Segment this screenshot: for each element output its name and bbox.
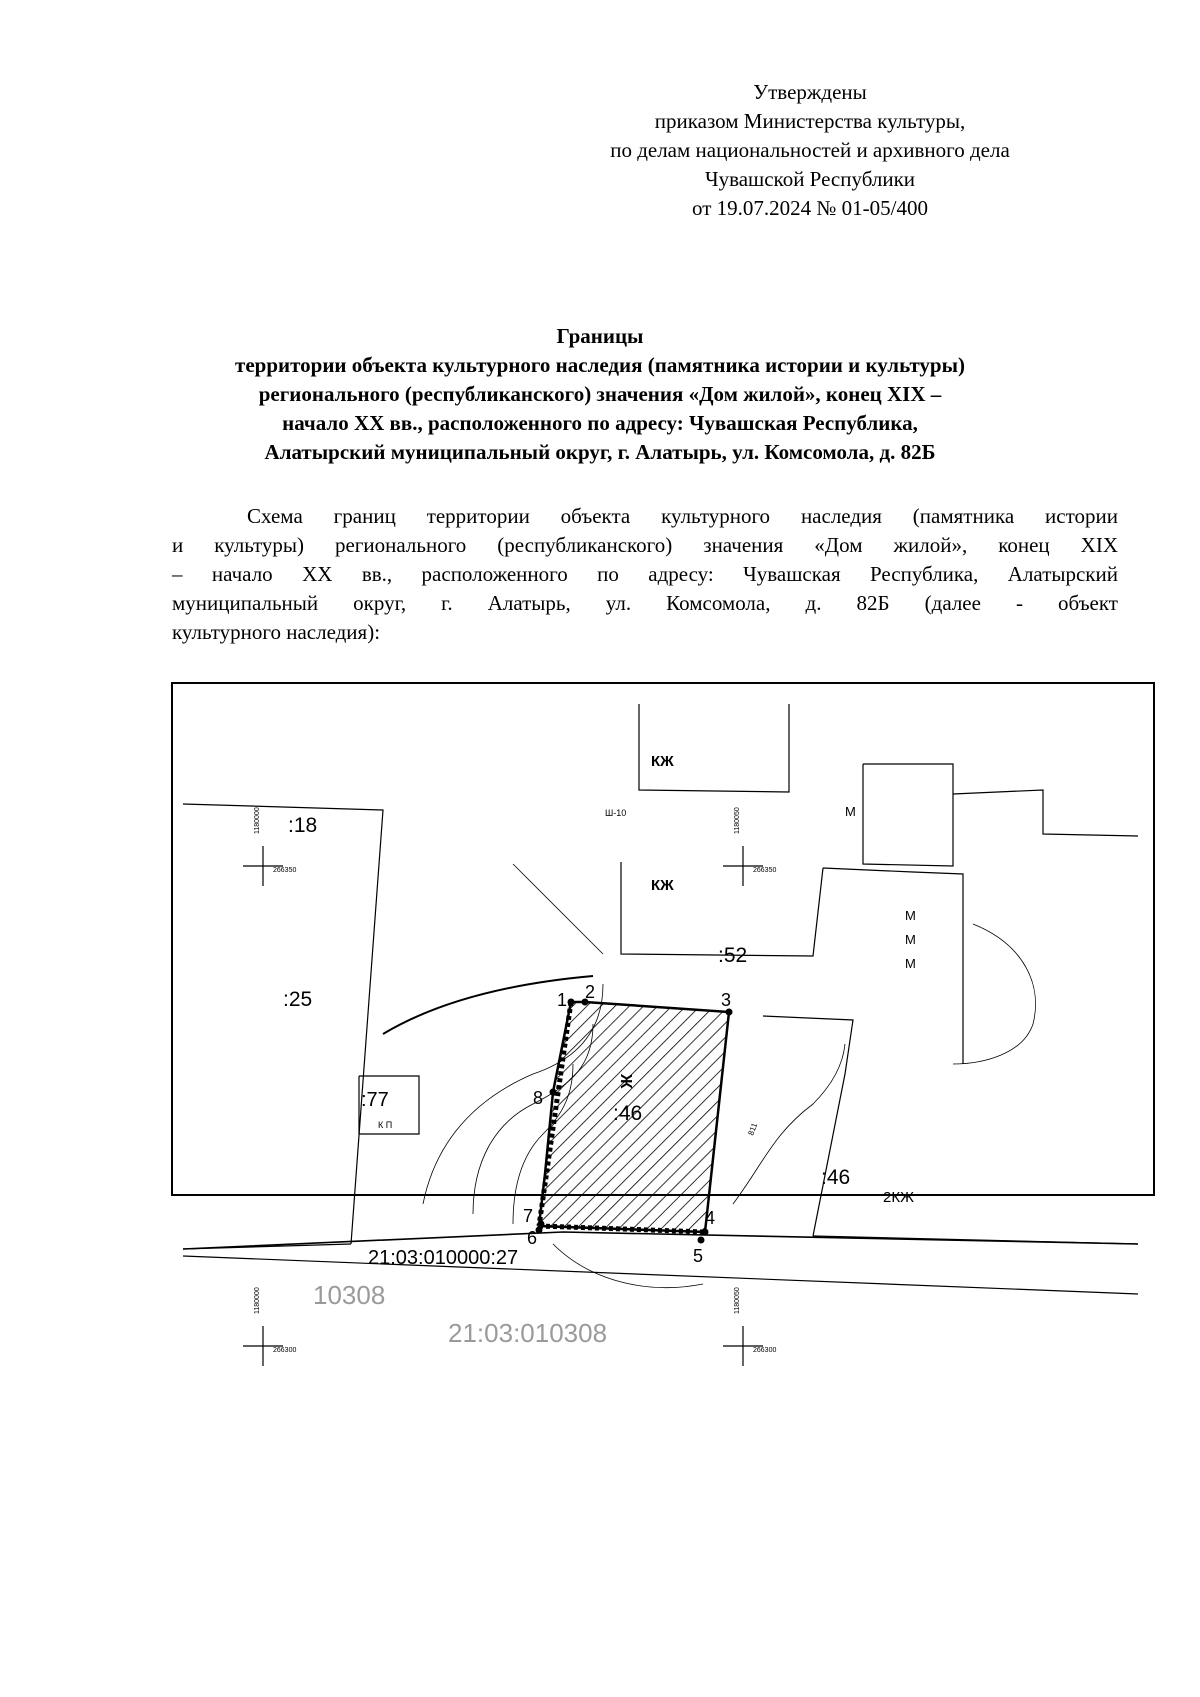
title-line: Границы (556, 324, 644, 348)
parcel-label: :46 (821, 1166, 851, 1189)
intro-line: культурного наследия): (172, 620, 381, 644)
building-right-outline (953, 790, 1138, 836)
title-line: территории объекта культурного наследия (памятника истории и культуры) (235, 353, 965, 377)
approval-line: от 19.07.2024 № 01-05/400 (691, 196, 928, 220)
grid-label: 266300 (273, 1347, 297, 1354)
misc-label: Ш-10 (605, 808, 627, 818)
title-line: начало XX вв., расположенного по адресу: Чувашская Республика, (282, 411, 918, 435)
parcel-52-line (763, 1016, 853, 1236)
boundary-point-4 (702, 1229, 709, 1236)
approval-line: Чувашской Республики (704, 167, 916, 191)
grid-label: 1180000 (254, 807, 261, 834)
grid-label: 1180050 (734, 1287, 741, 1314)
building-label: М (845, 804, 856, 819)
contour-line (513, 864, 603, 954)
building-kzh-top (639, 704, 789, 792)
misc-label: Ж (617, 1074, 634, 1089)
point-label: 4 (705, 1208, 716, 1228)
building-m-strip (823, 868, 963, 1064)
building-label: М (905, 956, 916, 971)
intro-line: Схема границ территории объекта культурного наследия (памятника истории (247, 504, 1118, 528)
parcel-label: :46 (613, 1102, 643, 1125)
intro-line: муниципальный округ, г. Алатырь, ул. Комсомола, д. 82Б (далее - объект (172, 591, 1118, 615)
grid-label: 1180000 (254, 1287, 261, 1314)
building-label: М (905, 932, 916, 947)
faint-number: 21:03:010308 (448, 1318, 608, 1348)
intro-paragraph (172, 502, 1118, 647)
parcel-label: :25 (283, 988, 313, 1011)
faint-number: 10308 (313, 1280, 386, 1310)
point-label: 8 (533, 1088, 544, 1108)
point-label: 2 (585, 982, 596, 1002)
building-label: КЖ (651, 877, 674, 894)
building-label: М (905, 908, 916, 923)
contour-line (553, 1244, 703, 1288)
boundary-scheme-map (171, 682, 1155, 1354)
point-label: 5 (693, 1246, 704, 1266)
boundary-point-5 (698, 1237, 705, 1244)
approval-line: Утверждены (753, 80, 867, 104)
point-label: 1 (557, 990, 568, 1010)
grid-label: 266350 (273, 867, 297, 874)
boundary-point-1 (568, 999, 575, 1006)
boundary-point-8 (550, 1089, 557, 1096)
title-line: Алатырский муниципальный округ, г. Алатырь, ул. Комсомола, д. 82Б (264, 440, 936, 464)
intro-line: и культуры) регионального (республиканского) значения «Дом жилой», конец XIX (172, 533, 1118, 557)
grid-label: 266350 (753, 867, 777, 874)
misc-label: К П (378, 1120, 393, 1130)
parcel-label: :18 (288, 814, 318, 837)
boundary-point-7 (538, 1221, 545, 1228)
intro-line: – начало XX вв., расположенного по адресу: Чувашская Республика, Алатырский (172, 562, 1118, 586)
approval-block (560, 78, 1060, 223)
parcel-label: :77 (361, 1089, 389, 1111)
misc-label: 811 (746, 1121, 760, 1137)
point-label: 6 (527, 1228, 538, 1248)
road-line-upper (183, 1232, 1138, 1249)
approval-line: приказом Министерства культуры, (654, 109, 966, 133)
map-svg (173, 684, 1157, 1354)
contour-line (953, 924, 1036, 1064)
approval-line: по делам национальностей и архивного дела (610, 138, 1010, 162)
building-label: КЖ (651, 753, 674, 770)
grid-label: 266300 (753, 1347, 777, 1354)
point-label: 3 (721, 990, 732, 1010)
document-title (150, 322, 1050, 467)
building-label: 2КЖ (883, 1189, 914, 1206)
title-line: регионального (республиканского) значения «Дом жилой», конец XIX – (258, 382, 942, 406)
building-m-top (863, 764, 953, 866)
parcel-label: :52 (718, 944, 748, 967)
grid-label: 1180050 (734, 807, 741, 834)
cadastral-quarter-label: 21:03:010000:27 (368, 1247, 519, 1269)
point-label: 7 (523, 1206, 534, 1226)
